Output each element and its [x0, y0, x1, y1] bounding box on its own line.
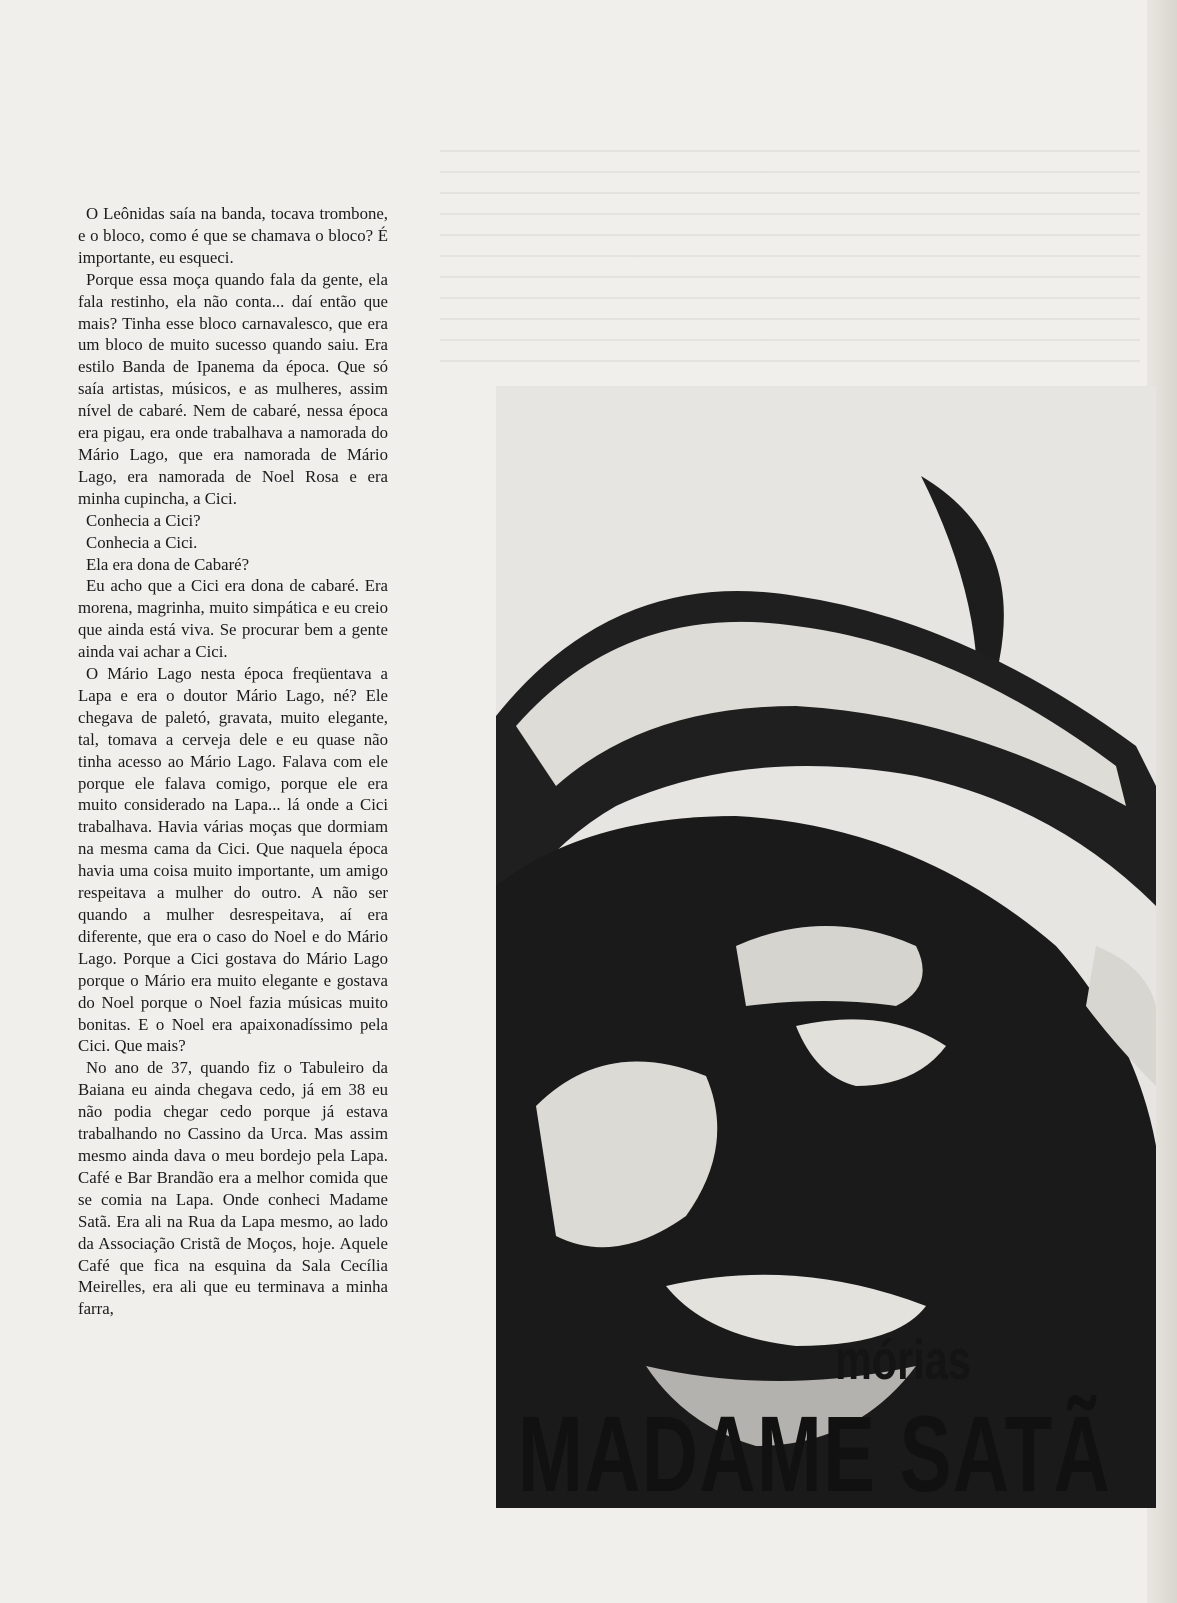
article-text-column — [78, 203, 388, 1320]
article-paragraph: Eu acho que a Cici era dona de cabaré. Era morena, magrinha, muito simpática e eu creio que ainda está viva. Se procurar bem a gente ainda vai achar a Cici. — [78, 576, 388, 662]
bleed-through-text — [440, 150, 1140, 380]
article-paragraph: No ano de 37, quando fiz o Tabuleiro da Baiana eu ainda chegava cedo, já em 38 eu não podia chegar cedo porque já estava trabalhando no Cassino da Urca. Mas assim mesmo ainda dava o meu bordejo pela Lapa. Café e Bar Brandão era a melhor comida que se comia na Lapa. Onde conheci Madame Satã. Era ali na Rua da Lapa mesmo, ao lado da Associação Cristã de Moços, hoje. Aquele Café que fica na esquina da Sala Cecília Meirelles, era ali que eu terminava a minha farra, — [78, 1058, 388, 1319]
article-paragraph: Conhecia a Cici? — [86, 510, 201, 530]
article-paragraph: O Leônidas saía na banda, tocava trombone, e o bloco, como é que se chamava o bloco? É importante, eu esqueci. — [78, 204, 388, 267]
poster-headline-main: MADAME SATÃ — [518, 1393, 1112, 1514]
article-paragraph: O Mário Lago nesta época freqüentava a Lapa e era o doutor Mário Lago, né? Ele chegava de paletó, gravata, muito elegante, tal, tomava a cerveja dele e eu quase não tinha acesso ao Mário Lago. Falava com ele porque ele falava comigo, porque ele era muito considerado na Lapa... lá onde a Cici trabalhava. Havia várias moças que dormiam na mesma cama da Cici. Que naquela época havia uma coisa muito importante, um amigo respeitava a mulher do outro. A não ser quando a mulher desrespeitava, aí era diferente, que era o caso do Noel e do Mário Lago. Porque a Cici gostava do Mário Lago porque o Mário era muito elegante e gostava do Noel porque o Noel fazia músicas muito bonitas. E o Noel era apaixonadíssimo pela Cici. Que mais? — [78, 664, 388, 1056]
article-paragraph: Conhecia a Cici. — [86, 532, 198, 552]
article-paragraph: Ela era dona de Cabaré? — [86, 554, 250, 574]
poster-headline-top: mórias — [835, 1328, 971, 1391]
article-paragraph: Porque essa moça quando fala da gente, ela fala restinho, ela não conta... daí então que mais? Tinha esse bloco carnavalesco, que era um bloco de muito sucesso quando saiu. Era estilo Banda de Ipanema da época. Que só saía artistas, músicos, e as mulheres, assim nível de cabaré. Nem de cabaré, nessa época era pigau, era onde trabalhava a namorada do Mário Lago, que era namorada de Mário Lago, era namorada de Noel Rosa e era minha cupincha, a Cici. — [78, 269, 388, 508]
forehead-highlight — [736, 926, 923, 1006]
